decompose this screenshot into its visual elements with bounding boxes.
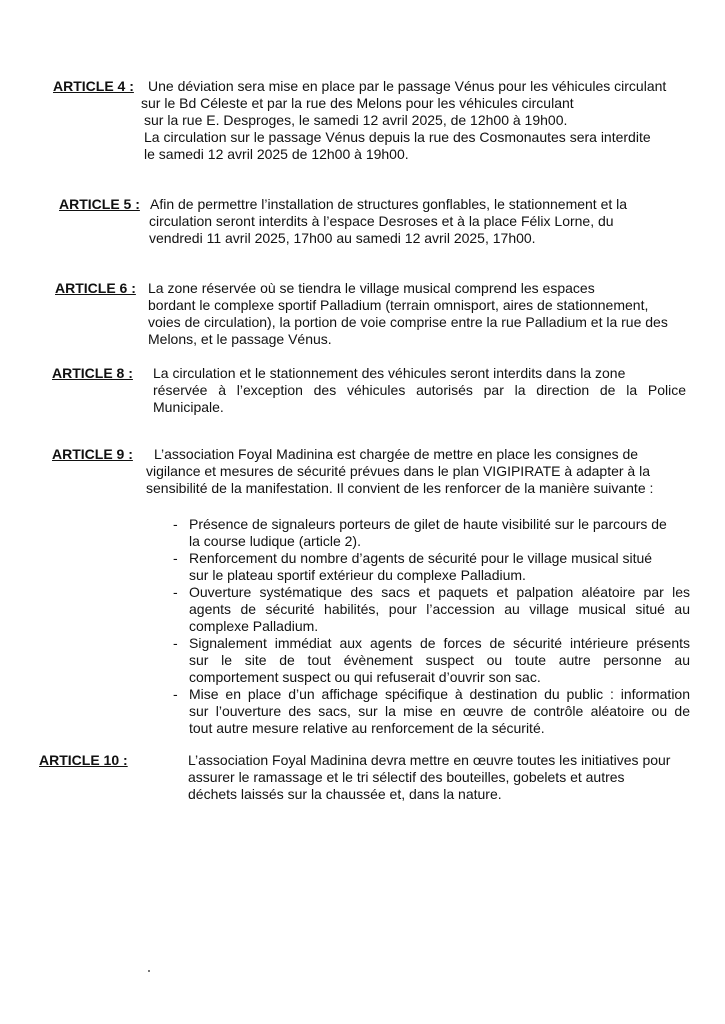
article-10-line-2: assurer le ramassage et le tri sélectif des bouteilles, gobelets et autres [188, 769, 625, 785]
bullet-3-line-2: agents de sécurité habilités, pour l’accession au village musical situé au [189, 601, 690, 617]
article-4-label: ARTICLE 4 : [53, 78, 134, 94]
article-4-line-1: Une déviation sera mise en place par le passage Vénus pour les véhicules circulant [148, 78, 667, 94]
bullet-5-line-3: tout autre mesure relative au renforcement de la sécurité. [189, 720, 545, 736]
article-5-label: ARTICLE 5 : [59, 196, 140, 212]
article-4-line-3: sur la rue E. Desproges, le samedi 12 avril 2025, de 12h00 à 19h00. [144, 112, 568, 128]
bullet-2-line-2: sur le plateau sportif extérieur du complexe Palladium. [189, 567, 526, 583]
article-8-line-1: La circulation et le stationnement des véhicules seront interdits dans la zone [153, 365, 626, 381]
article-10-label: ARTICLE 10 : [39, 752, 128, 768]
article-6-line-1: La zone réservée où se tiendra le village musical comprend les espaces [148, 280, 595, 296]
article-8-label: ARTICLE 8 : [52, 365, 133, 381]
article-9-line-3: sensibilité de la manifestation. Il convient de les renforcer de la manière suivante : [146, 480, 654, 496]
bullet-dash: - [173, 516, 178, 532]
article-4-line-2: sur le Bd Céleste et par la rue des Melons pour les véhicules circulant [141, 95, 574, 111]
article-5-line-1: Afin de permettre l’installation de structures gonflables, le stationnement et la [150, 196, 628, 212]
bullet-dash: - [173, 584, 178, 600]
bullet-5-line-2: sur l’ouverture des sacs, sur la mise en œuvre de contrôle aléatoire ou de [189, 703, 690, 719]
bullet-dash: - [173, 550, 178, 566]
bullet-4-line-2: sur le site de tout évènement suspect ou toute autre personne au [189, 652, 690, 668]
bullet-2-line-1: Renforcement du nombre d’agents de sécurité pour le village musical situé [189, 550, 653, 566]
article-8-line-3: Municipale. [153, 399, 224, 415]
article-6-line-4: Melons, et le passage Vénus. [148, 331, 332, 347]
article-9-label: ARTICLE 9 : [52, 446, 133, 462]
article-9-line-2: vigilance et mesures de sécurité prévues dans le plan VIGIPIRATE à adapter à la [146, 463, 651, 479]
bullet-5-line-1: Mise en place d’un affichage spécifique à destination du public : information [189, 686, 690, 702]
bullet-3-line-1: Ouverture systématique des sacs et paquets et palpation aléatoire par les [189, 584, 690, 600]
scan-speck [148, 970, 150, 972]
article-9-line-1: L’association Foyal Madinina est chargée de mettre en place les consignes de [154, 446, 639, 462]
article-4-line-4: La circulation sur le passage Vénus depuis la rue des Cosmonautes sera interdite [144, 129, 651, 145]
bullet-4-line-1: Signalement immédiat aux agents de forces de sécurité intérieure présents [189, 635, 690, 651]
article-6-label: ARTICLE 6 : [55, 280, 136, 296]
bullet-4-line-3: comportement suspect ou qui refuserait d’ouvrir son sac. [189, 669, 541, 685]
article-10-line-1: L’association Foyal Madinina devra mettre en œuvre toutes les initiatives pour [188, 752, 671, 768]
article-5-line-3: vendredi 11 avril 2025, 17h00 au samedi 12 avril 2025, 17h00. [149, 230, 536, 246]
bullet-3-line-3: complexe Palladium. [189, 618, 319, 634]
bullet-dash: - [173, 686, 178, 702]
article-4-line-5: le samedi 12 avril 2025 de 12h00 à 19h00. [144, 146, 409, 162]
article-6-line-3: voies de circulation), la portion de voie comprise entre la rue Palladium et la rue des [148, 314, 668, 330]
bullet-dash: - [173, 635, 178, 651]
bullet-1-line-1: Présence de signaleurs porteurs de gilet de haute visibilité sur le parcours de [189, 516, 667, 532]
article-10-line-3: déchets laissés sur la chaussée et, dans la nature. [188, 786, 502, 802]
article-6-line-2: bordant le complexe sportif Palladium (terrain omnisport, aires de stationnement, [148, 297, 649, 313]
article-8-line-2: réservée à l’exception des véhicules autorisés par la direction de la Police [153, 382, 686, 398]
bullet-1-line-2: la course ludique (article 2). [189, 533, 361, 549]
article-5-line-2: circulation seront interdits à l’espace Desroses et à la place Félix Lorne, du [149, 213, 614, 229]
